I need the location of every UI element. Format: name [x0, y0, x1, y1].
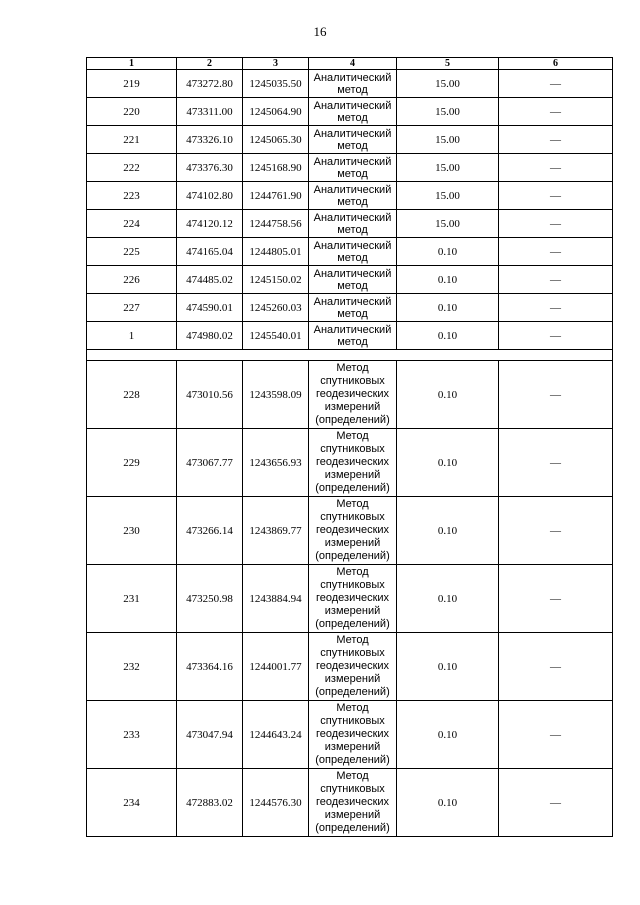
note-cell: — [499, 701, 613, 769]
table-row [87, 497, 613, 565]
note-cell: — [499, 497, 613, 565]
precision-cell: 15.00 [397, 154, 499, 182]
note-cell: — [499, 182, 613, 210]
point-number-cell: 219 [87, 70, 177, 98]
column-header: 2 [177, 58, 243, 70]
precision-cell: 0.10 [397, 497, 499, 565]
point-number-cell: 229 [87, 429, 177, 497]
method-cell: Метод спутниковых геодезических измерений (определений) [309, 769, 397, 837]
precision-cell: 0.10 [397, 238, 499, 266]
method-cell: Метод спутниковых геодезических измерений (определений) [309, 497, 397, 565]
x-coordinate-cell: 474120.12 [177, 210, 243, 238]
y-coordinate-cell: 1245150.02 [243, 266, 309, 294]
table-row [87, 266, 613, 294]
point-number-cell: 233 [87, 701, 177, 769]
separator-cell [87, 350, 613, 361]
y-coordinate-cell: 1245064.90 [243, 98, 309, 126]
precision-cell: 15.00 [397, 98, 499, 126]
y-coordinate-cell: 1243656.93 [243, 429, 309, 497]
y-coordinate-cell: 1245035.50 [243, 70, 309, 98]
table-row [87, 210, 613, 238]
table-row [87, 361, 613, 429]
y-coordinate-cell: 1244643.24 [243, 701, 309, 769]
point-number-cell: 227 [87, 294, 177, 322]
precision-cell: 0.10 [397, 322, 499, 350]
precision-cell: 0.10 [397, 294, 499, 322]
point-number-cell: 232 [87, 633, 177, 701]
precision-cell: 15.00 [397, 70, 499, 98]
x-coordinate-cell: 473067.77 [177, 429, 243, 497]
note-cell: — [499, 322, 613, 350]
precision-cell: 15.00 [397, 126, 499, 154]
x-coordinate-cell: 473364.16 [177, 633, 243, 701]
method-cell: Метод спутниковых геодезических измерений (определений) [309, 361, 397, 429]
precision-cell: 0.10 [397, 565, 499, 633]
method-cell: Аналитический метод [309, 154, 397, 182]
point-number-cell: 222 [87, 154, 177, 182]
y-coordinate-cell: 1245540.01 [243, 322, 309, 350]
method-cell: Метод спутниковых геодезических измерений (определений) [309, 429, 397, 497]
point-number-cell: 224 [87, 210, 177, 238]
table-row [87, 565, 613, 633]
x-coordinate-cell: 472883.02 [177, 769, 243, 837]
table-row [87, 238, 613, 266]
point-number-cell: 234 [87, 769, 177, 837]
method-cell: Аналитический метод [309, 238, 397, 266]
x-coordinate-cell: 473250.98 [177, 565, 243, 633]
column-header: 5 [397, 58, 499, 70]
point-number-cell: 221 [87, 126, 177, 154]
y-coordinate-cell: 1244576.30 [243, 769, 309, 837]
y-coordinate-cell: 1243869.77 [243, 497, 309, 565]
x-coordinate-cell: 473272.80 [177, 70, 243, 98]
method-cell: Метод спутниковых геодезических измерений (определений) [309, 565, 397, 633]
method-cell: Аналитический метод [309, 210, 397, 238]
table-row [87, 633, 613, 701]
column-header: 6 [499, 58, 613, 70]
y-coordinate-cell: 1244761.90 [243, 182, 309, 210]
precision-cell: 0.10 [397, 361, 499, 429]
y-coordinate-cell: 1244001.77 [243, 633, 309, 701]
y-coordinate-cell: 1245065.30 [243, 126, 309, 154]
table-row [87, 154, 613, 182]
x-coordinate-cell: 473326.10 [177, 126, 243, 154]
x-coordinate-cell: 473047.94 [177, 701, 243, 769]
note-cell: — [499, 238, 613, 266]
note-cell: — [499, 210, 613, 238]
x-coordinate-cell: 473266.14 [177, 497, 243, 565]
group-separator-row [87, 350, 613, 361]
coordinates-table [86, 57, 613, 837]
x-coordinate-cell: 473010.56 [177, 361, 243, 429]
y-coordinate-cell: 1243884.94 [243, 565, 309, 633]
point-number-cell: 223 [87, 182, 177, 210]
method-cell: Аналитический метод [309, 266, 397, 294]
x-coordinate-cell: 474102.80 [177, 182, 243, 210]
point-number-cell: 226 [87, 266, 177, 294]
table-row [87, 322, 613, 350]
precision-cell: 0.10 [397, 769, 499, 837]
precision-cell: 0.10 [397, 633, 499, 701]
x-coordinate-cell: 474590.01 [177, 294, 243, 322]
y-coordinate-cell: 1245260.03 [243, 294, 309, 322]
note-cell: — [499, 361, 613, 429]
note-cell: — [499, 154, 613, 182]
table-row [87, 98, 613, 126]
column-header: 4 [309, 58, 397, 70]
point-number-cell: 231 [87, 565, 177, 633]
x-coordinate-cell: 474980.02 [177, 322, 243, 350]
method-cell: Аналитический метод [309, 98, 397, 126]
method-cell: Аналитический метод [309, 182, 397, 210]
page-number: 16 [313, 24, 327, 39]
point-number-cell: 228 [87, 361, 177, 429]
table-row [87, 294, 613, 322]
note-cell: — [499, 565, 613, 633]
table-row [87, 182, 613, 210]
x-coordinate-cell: 473311.00 [177, 98, 243, 126]
x-coordinate-cell: 474485.02 [177, 266, 243, 294]
y-coordinate-cell: 1244758.56 [243, 210, 309, 238]
note-cell: — [499, 266, 613, 294]
method-cell: Аналитический метод [309, 294, 397, 322]
method-cell: Аналитический метод [309, 70, 397, 98]
table-row [87, 126, 613, 154]
table-row [87, 70, 613, 98]
method-cell: Метод спутниковых геодезических измерений (определений) [309, 633, 397, 701]
x-coordinate-cell: 474165.04 [177, 238, 243, 266]
table-row [87, 701, 613, 769]
y-coordinate-cell: 1245168.90 [243, 154, 309, 182]
precision-cell: 15.00 [397, 210, 499, 238]
table-row [87, 429, 613, 497]
method-cell: Аналитический метод [309, 126, 397, 154]
precision-cell: 0.10 [397, 266, 499, 294]
column-header: 3 [243, 58, 309, 70]
point-number-cell: 225 [87, 238, 177, 266]
point-number-cell: 1 [87, 322, 177, 350]
x-coordinate-cell: 473376.30 [177, 154, 243, 182]
y-coordinate-cell: 1244805.01 [243, 238, 309, 266]
point-number-cell: 220 [87, 98, 177, 126]
note-cell: — [499, 294, 613, 322]
note-cell: — [499, 126, 613, 154]
point-number-cell: 230 [87, 497, 177, 565]
column-header: 1 [87, 58, 177, 70]
note-cell: — [499, 98, 613, 126]
method-cell: Метод спутниковых геодезических измерений (определений) [309, 701, 397, 769]
precision-cell: 0.10 [397, 429, 499, 497]
header-row [87, 58, 613, 70]
method-cell: Аналитический метод [309, 322, 397, 350]
note-cell: — [499, 633, 613, 701]
table-row [87, 769, 613, 837]
note-cell: — [499, 70, 613, 98]
note-cell: — [499, 769, 613, 837]
note-cell: — [499, 429, 613, 497]
precision-cell: 0.10 [397, 701, 499, 769]
precision-cell: 15.00 [397, 182, 499, 210]
y-coordinate-cell: 1243598.09 [243, 361, 309, 429]
